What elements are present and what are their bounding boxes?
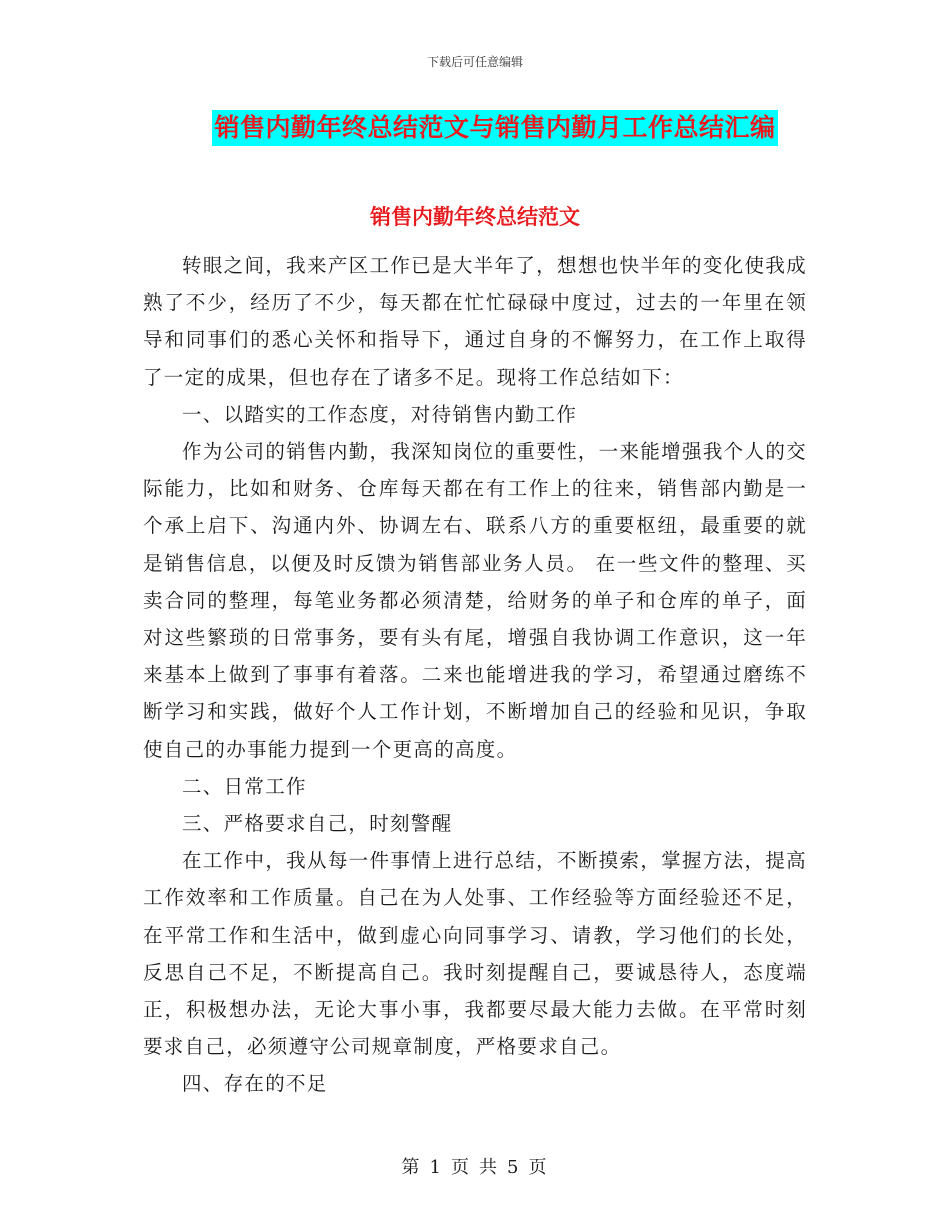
main-title: 销售内勤年终总结范文与销售内勤月工作总结汇编 — [212, 110, 777, 146]
section-title: 销售内勤年终总结范文 — [370, 205, 580, 229]
page-footer — [0, 1153, 950, 1179]
footer-page-number: 1 — [429, 1157, 443, 1178]
document-body — [143, 247, 807, 1103]
heading-3: 三、严格要求自己，时刻警醒 — [182, 812, 453, 836]
footer-page-word: 第 — [401, 1157, 422, 1178]
main-title-wrap — [0, 110, 950, 146]
paragraph-intro: 转眼之间，我来产区工作已是大半年了，想想也快半年的变化使我成熟了不少，经历了不少，每天都在忙忙碌碌中度过，过去的一年里在领导和同事们的悉心关怀和指导下，通过自身的不懈努力，在工作上取得了一定的成果，但也存在了诸多不足。现将工作总结如下： — [143, 254, 807, 389]
footer-total-word: 共 — [479, 1157, 499, 1178]
paragraph-3: 在工作中，我从每一件事情上进行总结，不断摸索，掌握方法，提高工作效率和工作质量。自己在为人处事、工作经验等方面经验还不足，在平常工作和生活中，做到虚心向同事学习、请教，学习他们的长处，反思自己不足，不断提高自己。我时刻提醒自己，要诚恳待人，态度端正，积极想办法，无论大事小事，我都要尽最大能力去做。在平常时刻要求自己，必须遵守公司规章制度，严格要求自己。 — [143, 849, 807, 1059]
heading-4: 四、存在的不足 — [182, 1072, 328, 1096]
footer-total-unit: 页 — [528, 1157, 549, 1178]
footer-page-unit: 页 — [451, 1157, 471, 1178]
paragraph-1: 作为公司的销售内勤，我深知岗位的重要性，一来能增强我个人的交际能力，比如和财务、仓库每天都在有工作上的往来，销售部内勤是一个承上启下、沟通内外、协调左右、联系八方的重要枢纽，最重要的就是销售信息，以便及时反馈为销售部业务人员。 在一些文件的整理、买卖合同的整理，每笔业务都必须清楚，给财务的单子和仓库的单子，面对这些繁琐的日常事务，要有头有尾，增强自我协调工作意识，这一年来基本上做到了事事有着落。二来也能增进我的学习，希望通过磨练不断学习和实践，做好个人工作计划，不断增加自己的经验和见识，争取使自己的办事能力提到一个更高的高度。 — [143, 440, 807, 761]
header-note: 下载后可任意编辑 — [426, 55, 523, 69]
footer-total-pages: 5 — [507, 1157, 521, 1178]
heading-1: 一、以踏实的工作态度，对待销售内勤工作 — [182, 402, 578, 426]
heading-2: 二、日常工作 — [182, 774, 307, 798]
